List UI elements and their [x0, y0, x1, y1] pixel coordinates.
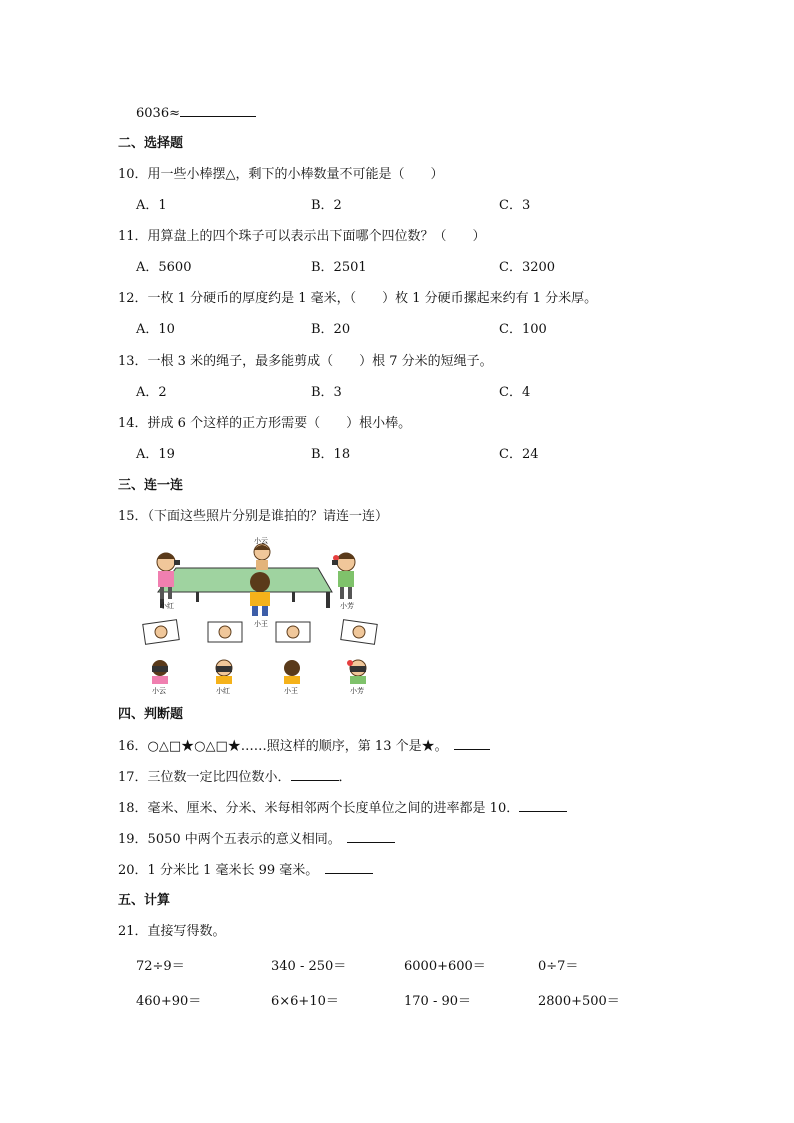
q10-option-b[interactable]: B．2 — [311, 198, 342, 213]
q12-option-a[interactable]: A．10 — [136, 322, 175, 337]
calc-item[interactable]: 460+90＝ — [136, 994, 202, 1009]
top-line — [136, 104, 256, 123]
answer-blank-19[interactable] — [347, 830, 395, 843]
child-xiaowang — [250, 572, 270, 628]
answer-blank-16[interactable] — [454, 737, 490, 750]
section-heading-calculation: 五、计算 — [118, 893, 171, 908]
calc-item[interactable]: 170 - 90＝ — [404, 994, 472, 1009]
question-19 — [118, 830, 395, 849]
question-10: 10．用一些小棒摆△，剩下的小棒数量不可能是（ ） — [118, 167, 444, 182]
q13-option-b[interactable]: B．3 — [311, 385, 342, 400]
label-xiaowang-top: 小王 — [254, 620, 268, 628]
question-21: 21．直接写得数。 — [118, 924, 226, 939]
question-16-text: 16．○△□★○△□★……照这样的顺序，第 13 个是★。 — [118, 739, 442, 754]
child-xiaoyun — [254, 536, 270, 570]
answer-blank-20[interactable] — [325, 861, 373, 874]
q14-option-a[interactable]: A．19 — [136, 447, 175, 462]
calc-item[interactable]: 340 - 250＝ — [271, 959, 347, 974]
calc-item[interactable]: 0÷7＝ — [538, 959, 579, 974]
question-17-suffix: ． — [338, 770, 352, 785]
child-bottom-3 — [284, 660, 300, 695]
question-14: 14．拼成 6 个这样的正方形需要（ ）根小棒。 — [118, 416, 412, 431]
question-15: 15．（下面这些照片分别是谁拍的？请连一连） — [118, 509, 389, 524]
question-20 — [118, 861, 373, 880]
question-11: 11．用算盘上的四个珠子可以表示出下面哪个四位数？（ ） — [118, 229, 486, 244]
question-12: 12．一枚 1 分硬币的厚度约是 1 毫米，（ ）枚 1 分硬币摞起来约有 1 分米厚。 — [118, 291, 598, 306]
table-illustration — [158, 568, 332, 608]
photo-4 — [341, 620, 377, 645]
label-bottom-4: 小芳 — [350, 687, 364, 695]
question-18-text: 18．毫米、厘米、分米、米每相邻两个长度单位之间的进率都是 10． — [118, 801, 520, 816]
q14-option-c[interactable]: C．24 — [499, 447, 539, 462]
section-heading-choice: 二、选择题 — [118, 136, 184, 151]
q10-option-a[interactable]: A．1 — [136, 198, 167, 213]
label-xiaoyun-top: 小云 — [254, 537, 268, 545]
child-bottom-1 — [152, 660, 168, 695]
child-bottom-2 — [216, 660, 232, 695]
question-18 — [118, 799, 567, 818]
label-bottom-2: 小红 — [216, 687, 230, 695]
q12-option-b[interactable]: B．20 — [311, 322, 351, 337]
question-17 — [118, 768, 352, 787]
q14-option-b[interactable]: B．18 — [311, 447, 351, 462]
photo-2 — [208, 622, 242, 642]
photo-3 — [276, 622, 310, 642]
child-bottom-4 — [347, 660, 366, 695]
question-20-text: 20．1 分米比 1 毫米长 99 毫米。 — [118, 863, 312, 878]
answer-blank-18[interactable] — [519, 799, 567, 812]
q11-option-c[interactable]: C．3200 — [499, 260, 556, 275]
child-xiaofang — [332, 553, 355, 610]
question-17-text: 17．三位数一定比四位数小． — [118, 770, 291, 785]
question-19-text: 19．5050 中两个五表示的意义相同。 — [118, 832, 335, 847]
label-xiaohong-top: 小红 — [160, 602, 174, 610]
q12-option-c[interactable]: C．100 — [499, 322, 547, 337]
q11-option-b[interactable]: B．2501 — [311, 260, 367, 275]
label-bottom-1: 小云 — [152, 687, 166, 695]
top-line-text: 6036≈ — [136, 106, 180, 121]
calc-item[interactable]: 2800+500＝ — [538, 994, 620, 1009]
answer-blank-17[interactable] — [291, 768, 339, 781]
q13-option-c[interactable]: C．4 — [499, 385, 531, 400]
label-bottom-3: 小王 — [284, 687, 298, 695]
calc-item[interactable]: 6×6+10＝ — [271, 994, 339, 1009]
answer-blank[interactable] — [180, 104, 256, 117]
photo-1 — [143, 620, 179, 645]
question-16 — [118, 737, 490, 756]
calc-item[interactable]: 6000+600＝ — [404, 959, 486, 974]
section-heading-judgment: 四、判断题 — [118, 707, 184, 722]
question-13: 13．一根 3 米的绳子，最多能剪成（ ）根 7 分米的短绳子。 — [118, 354, 493, 369]
calc-item[interactable]: 72÷9＝ — [136, 959, 185, 974]
section-heading-matching: 三、连一连 — [118, 478, 184, 493]
photo-matching-figure — [136, 536, 388, 696]
q10-option-c[interactable]: C．3 — [499, 198, 531, 213]
q13-option-a[interactable]: A．2 — [136, 385, 167, 400]
q11-option-a[interactable]: A．5600 — [136, 260, 192, 275]
label-xiaofang-top: 小芳 — [340, 602, 354, 610]
